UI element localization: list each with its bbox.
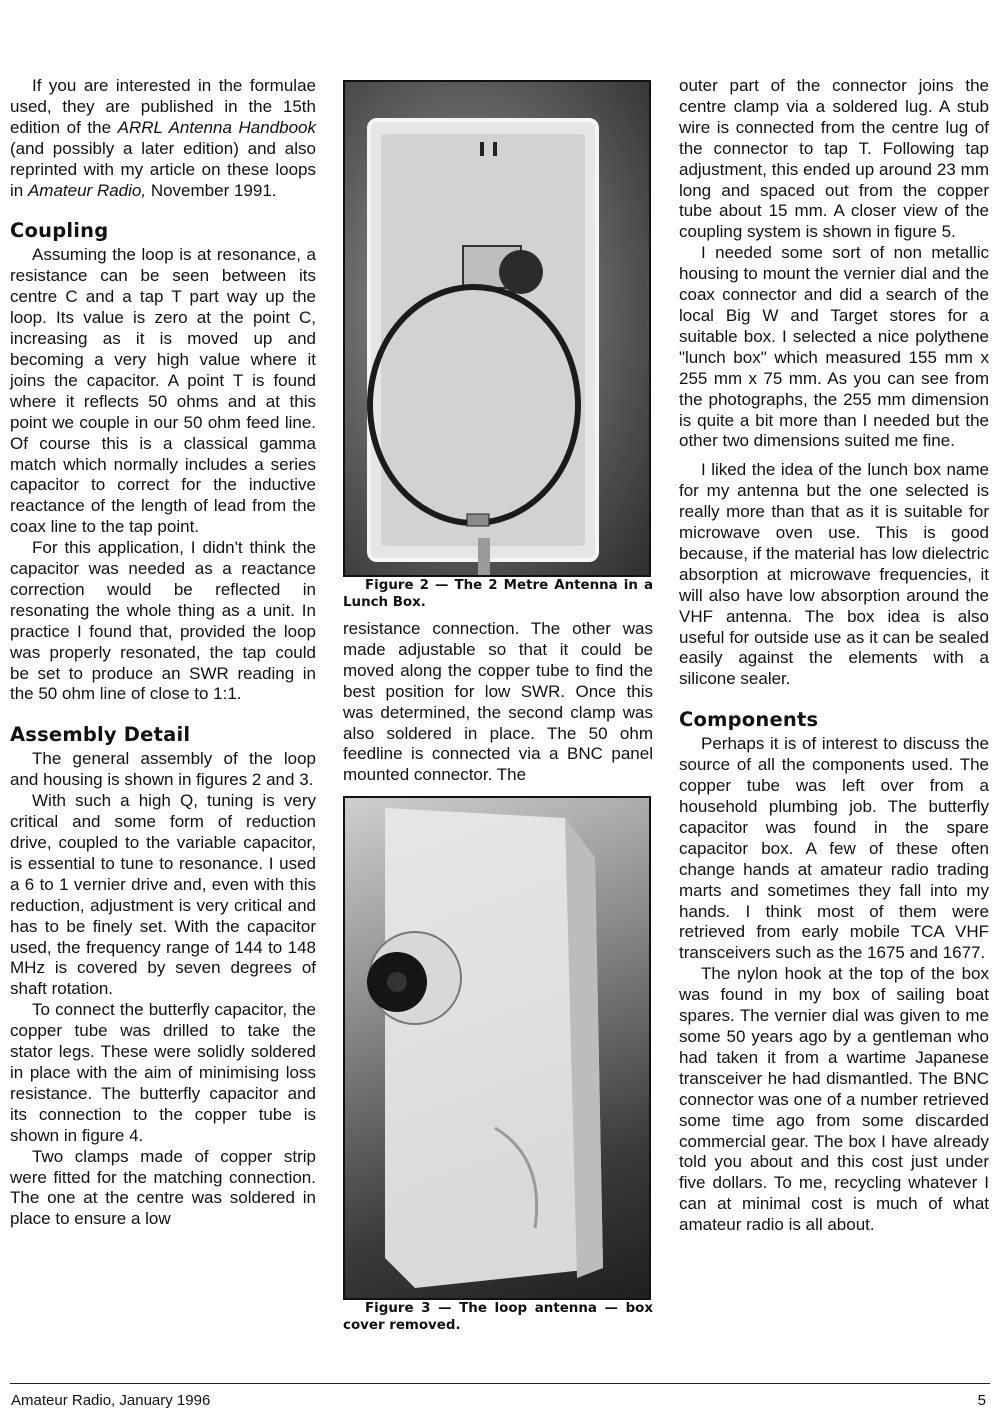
- heading-assembly-detail: Assembly Detail: [10, 723, 191, 747]
- paragraph-formulae: If you are interested in the formulae used, they are published in the 15th edition of the ARRL Antenna Handbook (and possibly a later edition) and also reprinted with my article on these loops in Amateur Radio, November 1991.: [10, 76, 316, 200]
- paragraph-resistance-connection: resistance connection. The other was made adjustable so that it could be moved along the copper tube to find the best position for low SWR. Once this was determined, the second clamp was also soldered in place. The 50 ohm feedline is connected via a BNC panel mounted connector. The: [343, 619, 653, 785]
- figure-2-photo: [343, 80, 651, 577]
- paragraph-application: For this application, I didn't think the capacitor was needed as a reactance correction would be reflected in resonating the whole thing as a unit. In practice I found that, provided the loop was properly resonated, the tap could be set to produce an SWR reading in the 50 ohm line of close to 1:1.: [10, 538, 316, 704]
- paragraph-butterfly: To connect the butterfly capacitor, the copper tube was drilled to take the stator legs. These were solidly soldered in place with the aim of minimising loss resistance. The butterfly capacitor and its connection to the copper tube is shown in figure 4.: [10, 1000, 316, 1145]
- paragraph-resonance: Assuming the loop is at resonance, a resistance can be seen between its centre C and a tap T part way up the loop. Its value is zero at the point C, increasing as it is moved up and becoming a very high value where it joins the capacitor. A point T is found where it reflects 50 ohms and at this point we couple in our 50 ohm feed line. Of course this is a classical gamma match which normally includes a series capacitor to correct for the inductive reactance of the length of lead from the coax line to the tap point.: [10, 245, 316, 537]
- heading-components: Components: [679, 708, 819, 732]
- column-2: [343, 76, 653, 1334]
- antenna-in-box-image: [345, 82, 649, 575]
- magazine-title: Amateur Radio,: [27, 180, 147, 200]
- paragraph-clamps: Two clamps made of copper strip were fitted for the matching connection. The one at the centre was soldered in place to ensure a low: [10, 1146, 316, 1229]
- paragraph-lunch-box: I liked the idea of the lunch box name for my antenna but the one selected is really more than that as it is suitable for microwave oven use. This is good because, if the material has low dielectric absorption at microwave frequencies, it will also have low absorption around the VHF antenna. The box idea is also useful for outside use as it can be sealed easily against the elements with a silicone sealer.: [679, 460, 989, 689]
- figure-3-photo: [343, 796, 651, 1300]
- paragraph-general-assembly: The general assembly of the loop and housing is shown in figures 2 and 3.: [10, 749, 316, 790]
- box-with-dial-image: [345, 798, 649, 1298]
- paragraph-connector: outer part of the connector joins the centre clamp via a soldered lug. A stub wire is connected from the centre lug of the connector to tap T. Following tap adjustment, this ended up around 23 mm long and spaced out from the copper tube about 15 mm. A closer view of the coupling system is shown in figure 5.: [679, 76, 989, 242]
- paragraph-tuning: With such a high Q, tuning is very critical and some form of reduction drive, coupled to the variable capacitor, is essential to tune to resonance. I used a 6 to 1 vernier drive and, even with this reduction, adjustment is very critical and has to be finely set. With the capacitor used, the frequency range of 144 to 148 MHz is covered by seven degrees of shaft rotation.: [10, 791, 316, 999]
- footer-rule: [10, 1383, 990, 1384]
- heading-coupling: Coupling: [10, 219, 109, 243]
- figure-2-caption: Figure 2 — The 2 Metre Antenna in a Lunch Box.: [343, 578, 653, 610]
- footer-publication: Amateur Radio, January 1996: [11, 1392, 211, 1409]
- page-number: 5: [977, 1392, 986, 1409]
- figure-3-caption: Figure 3 — The loop antenna — box cover removed.: [343, 1301, 653, 1334]
- paragraph-nylon-hook: The nylon hook at the top of the box was found in my box of sailing boat spares. The vernier dial was given to me some 50 years ago by a gentleman who had taken it from a wartime Japanese transceiver he had dismantled. The BNC connector was one of a number retrieved some time ago from some discarded commercial gear. The box I have already told you about and this cost just under five dollars. To me, recycling whatever I can at minimal cost is much of what amateur radio is all about.: [679, 964, 989, 1235]
- book-title: ARRL Antenna Handbook: [117, 117, 316, 137]
- paragraph-components-source: Perhaps it is of interest to discuss the source of all the components used. The copper tube was left over from a household plumbing job. The butterfly capacitor was found in the spare capacitor box. A few of these often change hands at amateur radio trading marts and sometimes they fall into my hands. I think most of them were retrieved from early mobile TCA VHF transceivers such as the 1675 and 1677.: [679, 734, 989, 963]
- column-3: [679, 76, 989, 1236]
- paragraph-housing: I needed some sort of non metallic housing to mount the vernier dial and the coax connector and did a search of the local Big W and Target stores for a suitable box. I selected a nice polythene "lunch box" which measured 155 mm x 255 mm x 75 mm. As you can see from the photographs, the 255 mm dimension is quite a bit more than I needed but the other two dimensions suited me fine.: [679, 243, 989, 451]
- column-1: [10, 76, 316, 1230]
